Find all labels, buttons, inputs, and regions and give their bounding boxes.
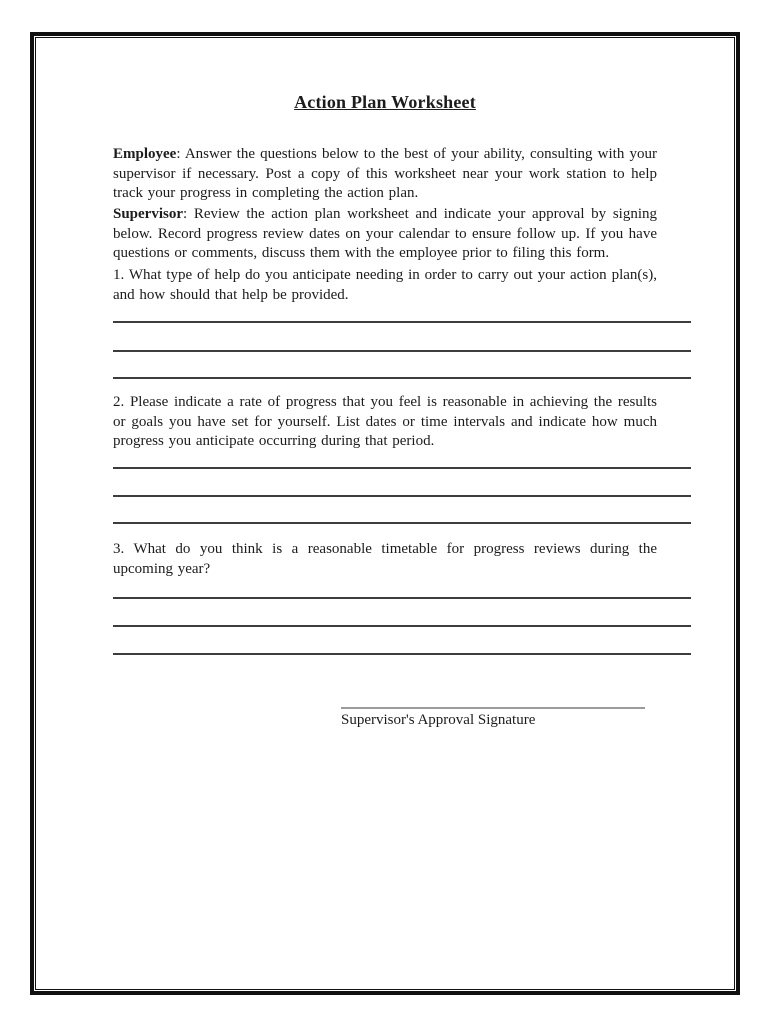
paragraph-employee-instructions <box>113 145 657 204</box>
question-1-answer-line-2 <box>113 350 691 352</box>
paragraph-employee-lead: Employee <box>113 146 177 162</box>
question-3-text: 3. What do you think is a reasonable timetable for progress reviews during the upcoming year? <box>113 541 657 577</box>
supervisor-signature-line <box>341 707 645 709</box>
question-2-answer-line-2 <box>113 495 691 497</box>
paragraph-supervisor-lead: Supervisor <box>113 206 184 222</box>
question-2-answer-line-3 <box>113 522 691 524</box>
question-1-answer-line-3 <box>113 377 691 379</box>
paragraph-supervisor-instructions <box>113 205 657 264</box>
question-1-answer-line-1 <box>113 321 691 323</box>
question-3-answer-line-2 <box>113 625 691 627</box>
question-3-answer-line-1 <box>113 597 691 599</box>
question-3-answer-line-3 <box>113 653 691 655</box>
paragraph-employee-body: : Answer the questions below to the best of your ability, consulting with your supervisor if necessary. Post a copy of this worksheet near your work station to help track your progress in completing the action plan. <box>113 146 657 201</box>
page-title: Action Plan Worksheet <box>294 92 476 112</box>
question-1-text: 1. What type of help do you anticipate needing in order to carry out your action plan(s), and how should that help be provided. <box>113 267 657 303</box>
question-2-text: 2. Please indicate a rate of progress that you feel is reasonable in achieving the results or goals you have set for yourself. List dates or time intervals and indicate how much progress you anticipate occurring during that period. <box>113 394 657 449</box>
page-content <box>113 0 691 1024</box>
paragraph-supervisor-body: : Review the action plan worksheet and indicate your approval by signing below. Record progress review dates on your calendar to ensure follow up. If you have questions or comments, discuss them with the employee prior to filing this form. <box>113 206 657 261</box>
question-2-answer-line-1 <box>113 467 691 469</box>
supervisor-signature-label: Supervisor's Approval Signature <box>341 712 536 728</box>
